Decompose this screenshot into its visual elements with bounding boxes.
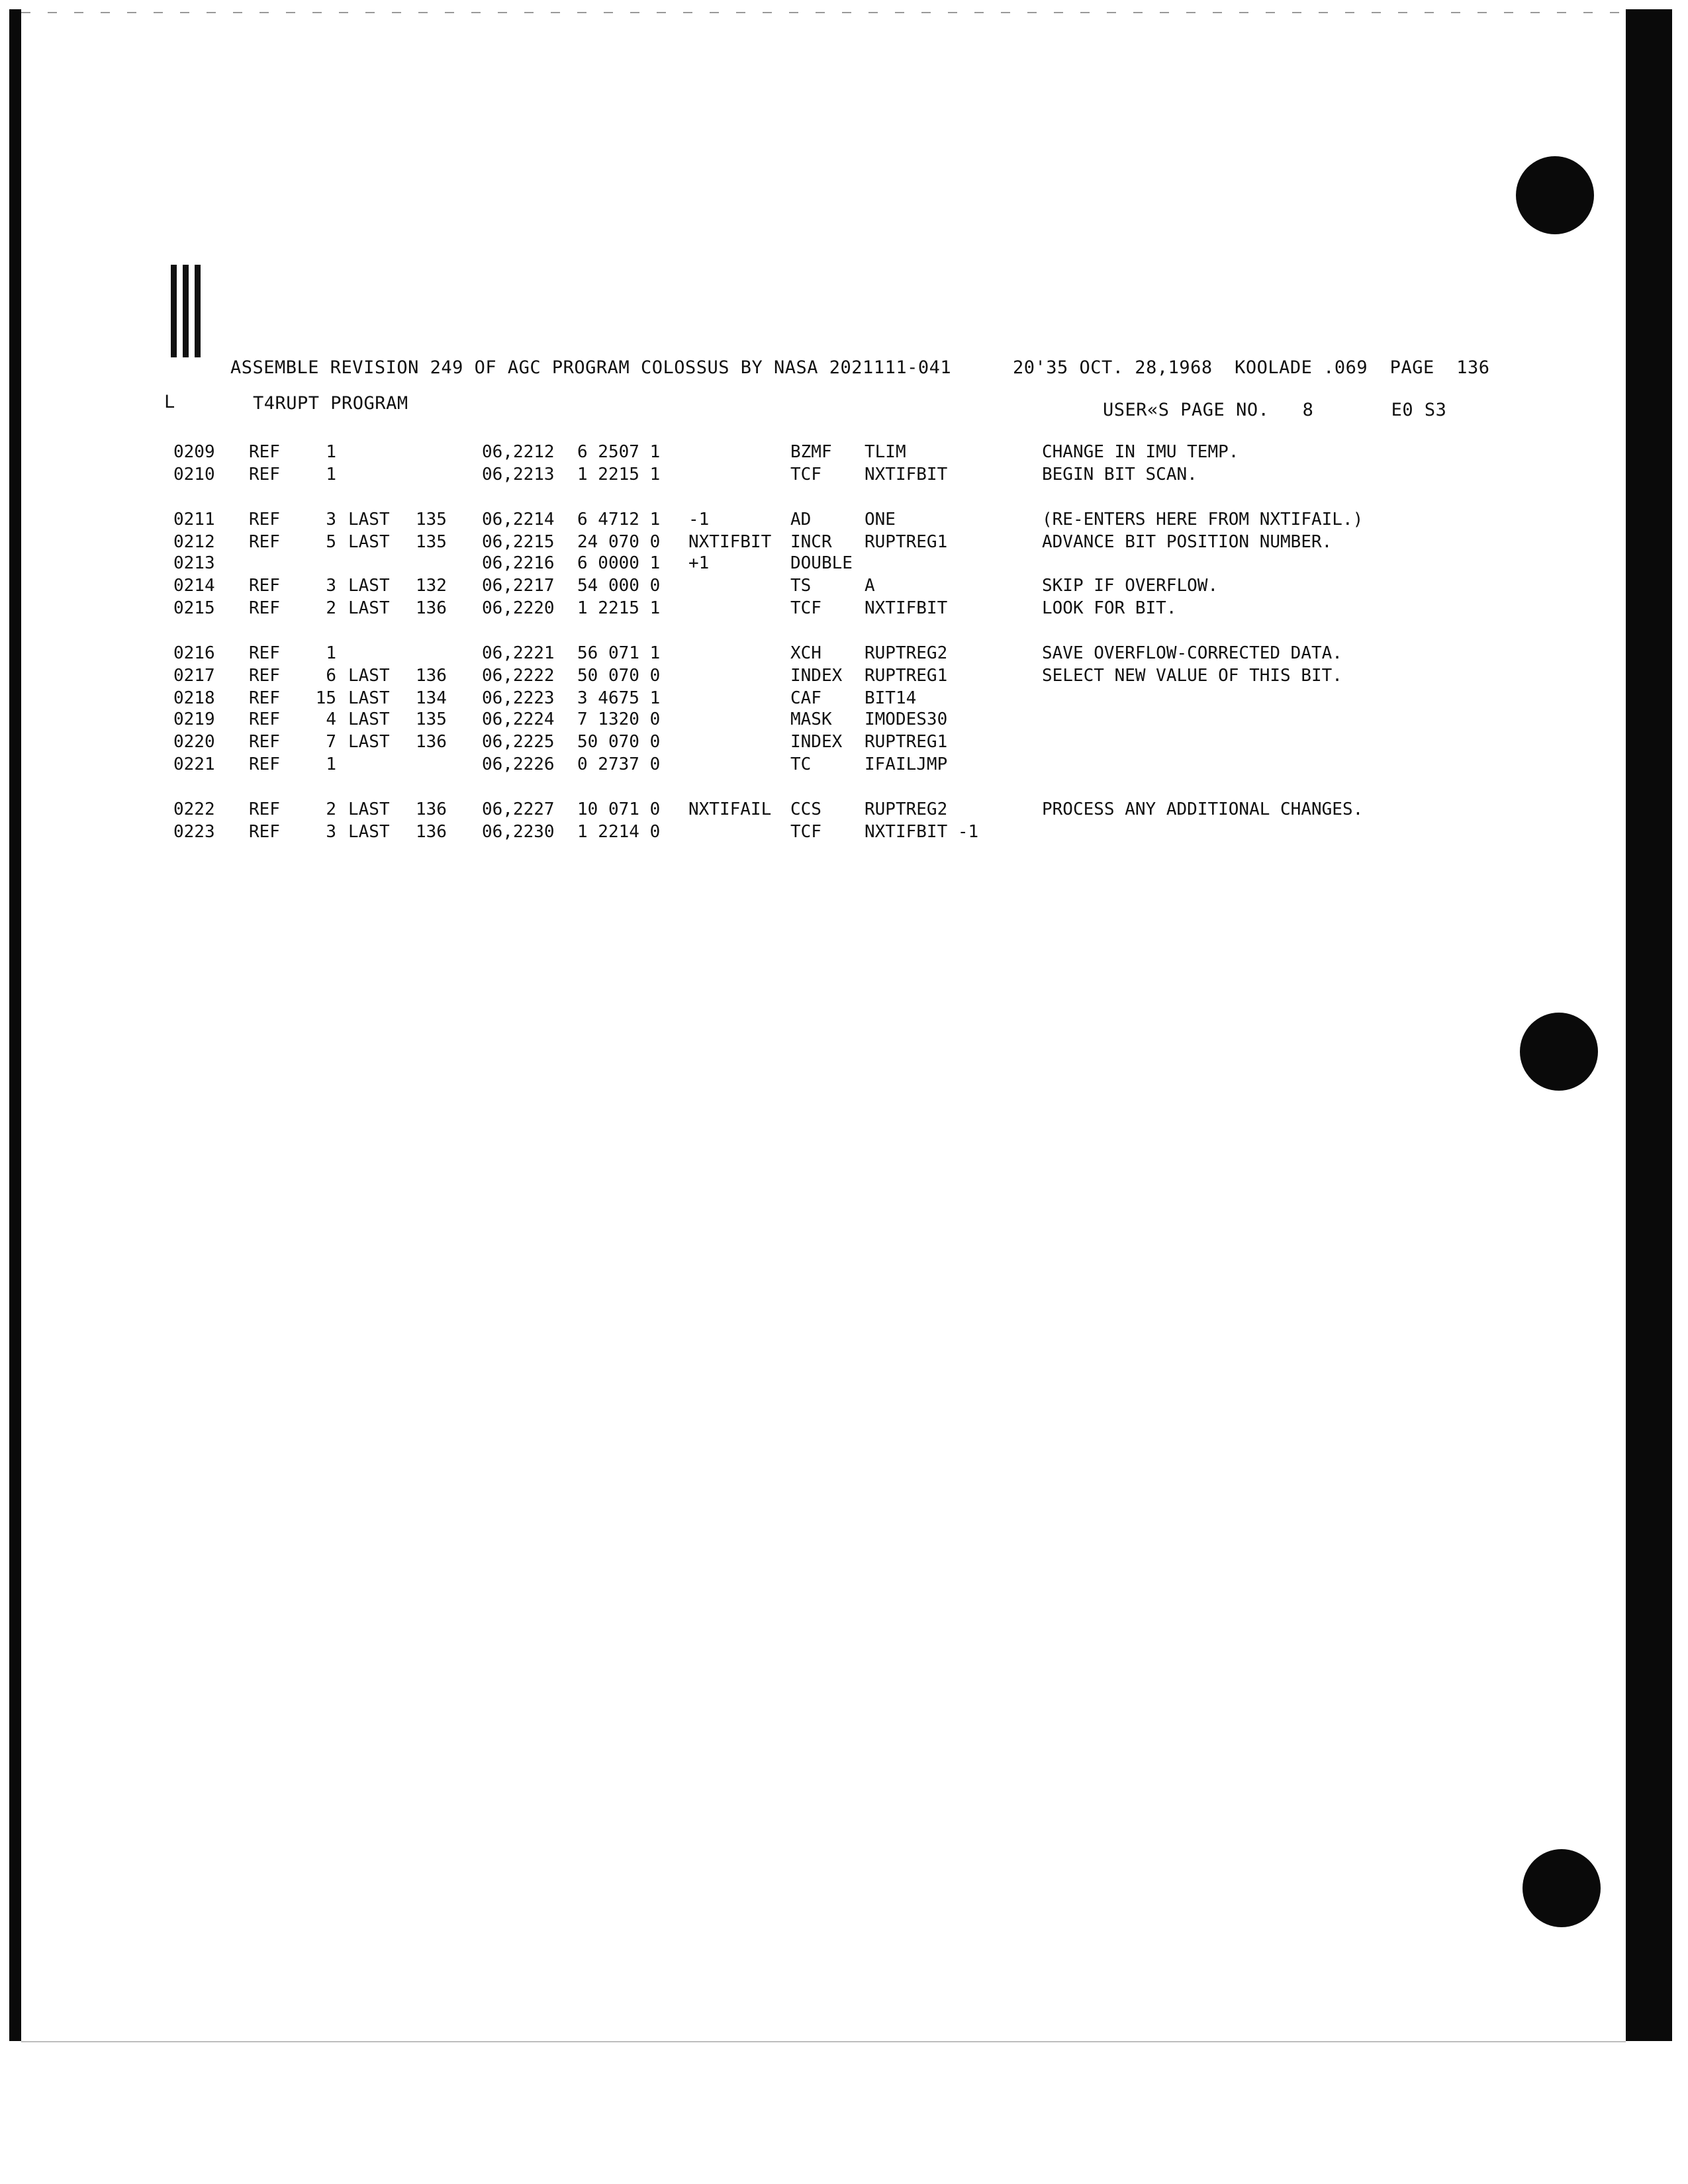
operand: ONE xyxy=(865,510,896,529)
table-row xyxy=(0,598,1688,621)
listing-title: ASSEMBLE REVISION 249 OF AGC PROGRAM COLOSSUS BY NASA 2021111-041 xyxy=(230,357,952,378)
ref-flag: REF xyxy=(249,822,280,842)
table-row xyxy=(0,465,1688,487)
operand: IFAILJMP xyxy=(865,754,948,774)
symbol-label: NXTIFAIL xyxy=(688,799,772,819)
table-row xyxy=(0,688,1688,711)
last-page: 136 xyxy=(416,666,447,686)
address: 06,2217 xyxy=(482,576,555,596)
last-flag: LAST xyxy=(348,576,390,596)
address: 06,2222 xyxy=(482,666,555,686)
line-number: 0212 xyxy=(173,532,215,552)
operand: RUPTREG2 xyxy=(865,799,948,819)
last-flag: LAST xyxy=(348,709,390,729)
address: 06,2214 xyxy=(482,510,555,529)
table-row xyxy=(0,510,1688,532)
listing-type: L xyxy=(164,392,175,412)
opcode: TCF xyxy=(790,598,821,618)
last-flag: LAST xyxy=(348,666,390,686)
symbol-label: -1 xyxy=(688,510,710,529)
table-row xyxy=(0,553,1688,576)
ref-count: 5 xyxy=(326,532,336,552)
address: 06,2215 xyxy=(482,532,555,552)
ref-flag: REF xyxy=(249,532,280,552)
last-page: 135 xyxy=(416,510,447,529)
ref-flag: REF xyxy=(249,465,280,484)
ref-flag: REF xyxy=(249,510,280,529)
address: 06,2223 xyxy=(482,688,555,708)
table-row xyxy=(0,576,1688,598)
opcode: TCF xyxy=(790,822,821,842)
comment: SELECT NEW VALUE OF THIS BIT. xyxy=(1042,666,1342,686)
opcode: INDEX xyxy=(790,666,843,686)
address: 06,2212 xyxy=(482,442,555,462)
symbol-label: +1 xyxy=(688,553,710,573)
address: 06,2227 xyxy=(482,799,555,819)
line-number: 0214 xyxy=(173,576,215,596)
address: 06,2224 xyxy=(482,709,555,729)
opcode: BZMF xyxy=(790,442,832,462)
line-number: 0216 xyxy=(173,643,215,663)
operand: NXTIFBIT -1 xyxy=(865,822,979,842)
last-flag: LAST xyxy=(348,532,390,552)
octal-word: 6 0000 1 xyxy=(577,553,661,573)
ref-count: 1 xyxy=(326,442,336,462)
ref-flag: REF xyxy=(249,732,280,752)
operand: BIT14 xyxy=(865,688,917,708)
last-flag: LAST xyxy=(348,732,390,752)
operand: RUPTREG1 xyxy=(865,732,948,752)
line-number: 0217 xyxy=(173,666,215,686)
octal-word: 6 4712 1 xyxy=(577,510,661,529)
last-page: 136 xyxy=(416,598,447,618)
ref-count: 7 xyxy=(326,732,336,752)
opcode: MASK xyxy=(790,709,832,729)
octal-word: 1 2214 0 xyxy=(577,822,661,842)
octal-word: 0 2737 0 xyxy=(577,754,661,774)
ref-count: 2 xyxy=(326,799,336,819)
ref-count: 1 xyxy=(326,643,336,663)
ref-flag: REF xyxy=(249,709,280,729)
table-row xyxy=(0,643,1688,666)
comment: BEGIN BIT SCAN. xyxy=(1042,465,1197,484)
last-page: 136 xyxy=(416,732,447,752)
ref-count: 3 xyxy=(326,510,336,529)
line-number: 0210 xyxy=(173,465,215,484)
octal-word: 6 2507 1 xyxy=(577,442,661,462)
address: 06,2213 xyxy=(482,465,555,484)
last-page: 132 xyxy=(416,576,447,596)
opcode: TCF xyxy=(790,465,821,484)
line-number: 0218 xyxy=(173,688,215,708)
ref-flag: REF xyxy=(249,754,280,774)
table-row xyxy=(0,709,1688,732)
octal-word: 3 4675 1 xyxy=(577,688,661,708)
octal-word: 10 071 0 xyxy=(577,799,661,819)
comment: ADVANCE BIT POSITION NUMBER. xyxy=(1042,532,1333,552)
line-number: 0211 xyxy=(173,510,215,529)
last-page: 135 xyxy=(416,709,447,729)
ref-flag: REF xyxy=(249,799,280,819)
ref-count: 1 xyxy=(326,754,336,774)
ref-count: 6 xyxy=(326,666,336,686)
opcode: TC xyxy=(790,754,812,774)
address: 06,2230 xyxy=(482,822,555,842)
ref-flag: REF xyxy=(249,442,280,462)
last-flag: LAST xyxy=(348,799,390,819)
comment: PROCESS ANY ADDITIONAL CHANGES. xyxy=(1042,799,1364,819)
table-row xyxy=(0,666,1688,688)
line-number: 0219 xyxy=(173,709,215,729)
comment: (RE-ENTERS HERE FROM NXTIFAIL.) xyxy=(1042,510,1364,529)
opcode: XCH xyxy=(790,643,821,663)
table-row xyxy=(0,732,1688,754)
listing-date-page: 20'35 OCT. 28,1968 KOOLADE .069 PAGE 136 xyxy=(1013,357,1490,378)
table-row xyxy=(0,532,1688,555)
octal-word: 54 000 0 xyxy=(577,576,661,596)
ref-count: 3 xyxy=(326,576,336,596)
operand: RUPTREG2 xyxy=(865,643,948,663)
comment: CHANGE IN IMU TEMP. xyxy=(1042,442,1239,462)
line-number: 0220 xyxy=(173,732,215,752)
operand: IMODES30 xyxy=(865,709,948,729)
table-row xyxy=(0,799,1688,822)
last-page: 136 xyxy=(416,799,447,819)
operand: RUPTREG1 xyxy=(865,532,948,552)
line-number: 0221 xyxy=(173,754,215,774)
opcode: DOUBLE xyxy=(790,553,853,573)
ref-count: 1 xyxy=(326,465,336,484)
table-row xyxy=(0,754,1688,777)
address: 06,2226 xyxy=(482,754,555,774)
octal-word: 50 070 0 xyxy=(577,732,661,752)
opcode: INCR xyxy=(790,532,832,552)
program-name: T4RUPT PROGRAM xyxy=(253,393,408,414)
octal-word: 1 2215 1 xyxy=(577,598,661,618)
line-number: 0223 xyxy=(173,822,215,842)
ref-flag: REF xyxy=(249,598,280,618)
octal-word: 1 2215 1 xyxy=(577,465,661,484)
address: 06,2216 xyxy=(482,553,555,573)
user-page-number: USER«S PAGE NO. 8 E0 S3 xyxy=(1103,400,1447,420)
operand: A xyxy=(865,576,875,596)
last-page: 136 xyxy=(416,822,447,842)
comment: LOOK FOR BIT. xyxy=(1042,598,1177,618)
ref-count: 15 xyxy=(315,688,336,708)
address: 06,2225 xyxy=(482,732,555,752)
opcode: CCS xyxy=(790,799,821,819)
octal-word: 50 070 0 xyxy=(577,666,661,686)
line-number: 0213 xyxy=(173,553,215,573)
comment: SKIP IF OVERFLOW. xyxy=(1042,576,1219,596)
last-flag: LAST xyxy=(348,598,390,618)
line-number: 0222 xyxy=(173,799,215,819)
opcode: CAF xyxy=(790,688,821,708)
last-flag: LAST xyxy=(348,688,390,708)
ref-flag: REF xyxy=(249,643,280,663)
line-number: 0215 xyxy=(173,598,215,618)
operand: NXTIFBIT xyxy=(865,598,948,618)
ref-count: 3 xyxy=(326,822,336,842)
ref-count: 4 xyxy=(326,709,336,729)
symbol-label: NXTIFBIT xyxy=(688,532,772,552)
octal-word: 7 1320 0 xyxy=(577,709,661,729)
ref-count: 2 xyxy=(326,598,336,618)
octal-word: 24 070 0 xyxy=(577,532,661,552)
ref-flag: REF xyxy=(249,666,280,686)
operand: RUPTREG1 xyxy=(865,666,948,686)
last-flag: LAST xyxy=(348,822,390,842)
address: 06,2221 xyxy=(482,643,555,663)
opcode: AD xyxy=(790,510,812,529)
operand: TLIM xyxy=(865,442,906,462)
ref-flag: REF xyxy=(249,688,280,708)
comment: SAVE OVERFLOW-CORRECTED DATA. xyxy=(1042,643,1342,663)
opcode: TS xyxy=(790,576,812,596)
octal-word: 56 071 1 xyxy=(577,643,661,663)
ref-flag: REF xyxy=(249,576,280,596)
last-flag: LAST xyxy=(348,510,390,529)
last-page: 135 xyxy=(416,532,447,552)
line-number: 0209 xyxy=(173,442,215,462)
opcode: INDEX xyxy=(790,732,843,752)
table-row xyxy=(0,822,1688,844)
table-row xyxy=(0,442,1688,465)
operand: NXTIFBIT xyxy=(865,465,948,484)
address: 06,2220 xyxy=(482,598,555,618)
last-page: 134 xyxy=(416,688,447,708)
